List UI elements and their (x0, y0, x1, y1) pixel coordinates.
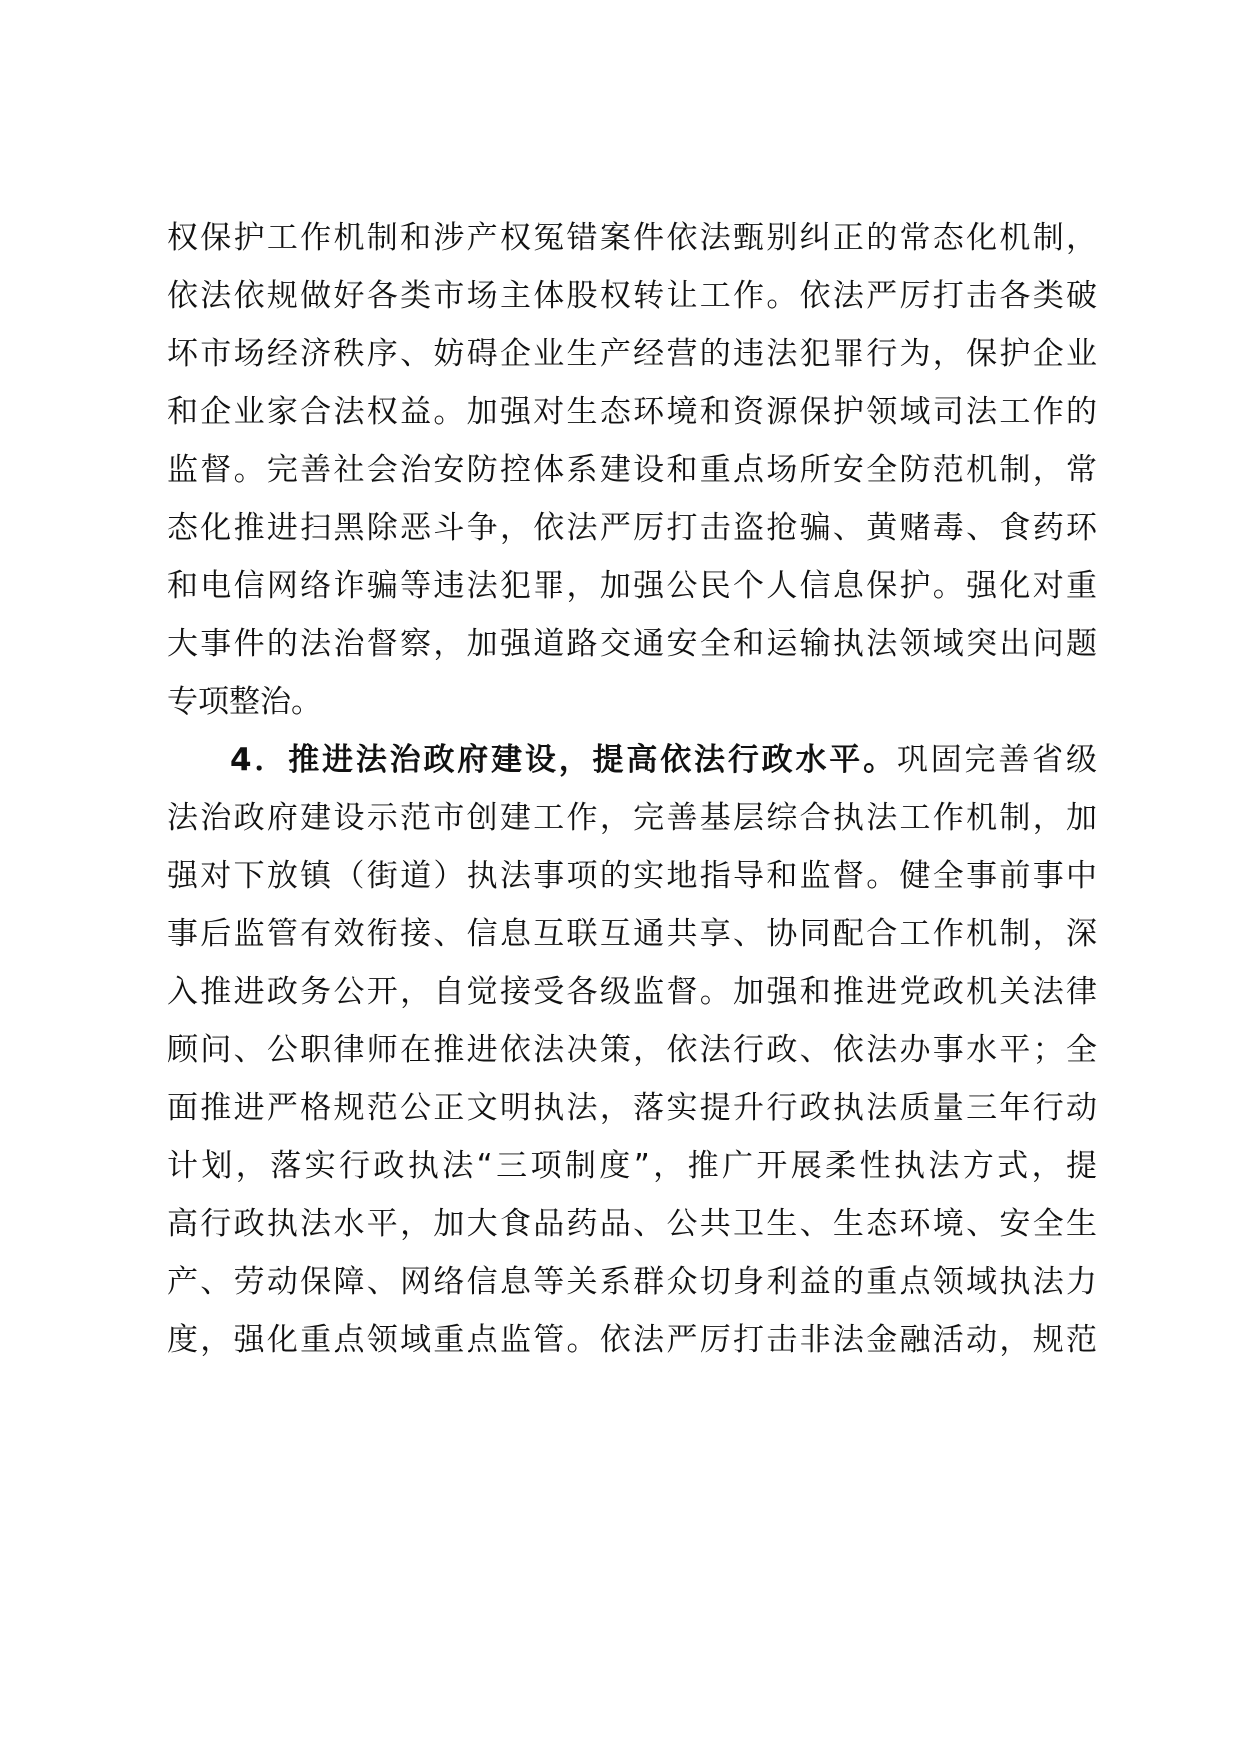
text-line: 产、劳动保障、网络信息等关系群众切身利益的重点领域执法力 (167, 1264, 1097, 1300)
text-line: 顾问、公职律师在推进依法决策，依法行政、依法办事水平；全 (167, 1032, 1097, 1068)
text-line: 入推进政务公开，自觉接受各级监督。加强和推进党政机关法律 (167, 974, 1097, 1010)
section-heading: 4．推进法治政府建设，提高依法行政水平。 (230, 742, 897, 778)
text-line: 事后监管有效衔接、信息互联互通共享、协同配合工作机制，深 (167, 916, 1097, 952)
text-line: 态化推进扫黑除恶斗争，依法严厉打击盗抢骗、黄赌毒、食药环 (167, 510, 1097, 546)
text-line: 和电信网络诈骗等违法犯罪，加强公民个人信息保护。强化对重 (167, 568, 1097, 604)
text-line: 坏市场经济秩序、妨碍企业生产经营的违法犯罪行为，保护企业 (167, 336, 1097, 372)
text-line: 计划，落实行政执法“三项制度”，推广开展柔性执法方式，提 (167, 1148, 1097, 1184)
text-line: 面推进严格规范公正文明执法，落实提升行政执法质量三年行动 (167, 1090, 1097, 1126)
section-heading-line (230, 734, 1097, 786)
text-line: 度，强化重点领域重点监管。依法严厉打击非法金融活动，规范 (167, 1322, 1097, 1358)
text-line: 强对下放镇（街道）执法事项的实地指导和监督。健全事前事中 (167, 858, 1097, 894)
text-line: 权保护工作机制和涉产权冤错案件依法甄别纠正的常态化机制， (167, 220, 1097, 256)
text-line: 法治政府建设示范市创建工作，完善基层综合执法工作机制，加 (167, 800, 1097, 836)
text-line: 高行政执法水平，加大食品药品、公共卫生、生态环境、安全生 (167, 1206, 1097, 1242)
text-line: 和企业家合法权益。加强对生态环境和资源保护领域司法工作的 (167, 394, 1097, 430)
text-line: 大事件的法治督察，加强道路交通安全和运输执法领域突出问题 (167, 626, 1097, 662)
text-line: 专项整治。 (167, 684, 322, 720)
text-line: 依法依规做好各类市场主体股权转让工作。依法严厉打击各类破 (167, 278, 1097, 314)
section-heading-rest: 巩固完善省级 (896, 742, 1097, 778)
text-line: 监督。完善社会治安防控体系建设和重点场所安全防范机制，常 (167, 452, 1097, 488)
